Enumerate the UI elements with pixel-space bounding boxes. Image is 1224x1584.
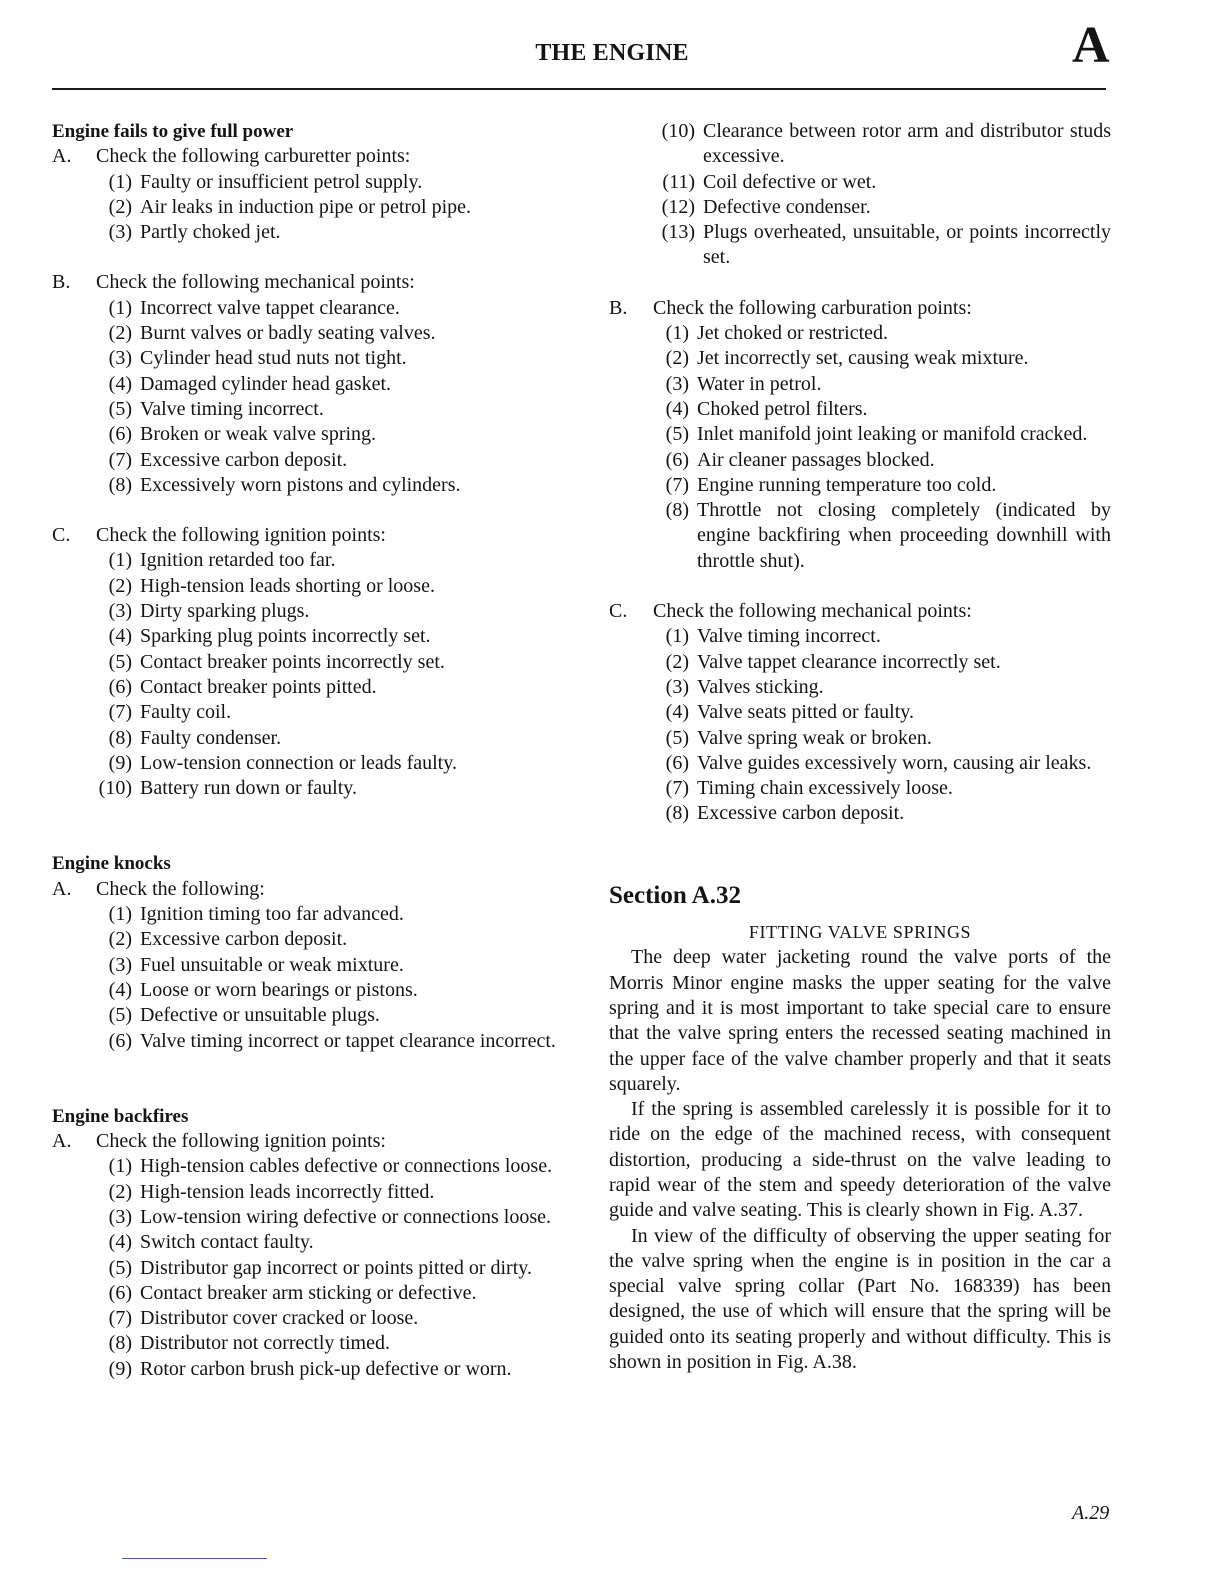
- heading-full-power: Engine fails to give full power: [52, 121, 294, 142]
- list-item: [96, 776, 564, 801]
- list-item: [96, 978, 564, 1003]
- list-item: [96, 1357, 564, 1382]
- item-number: (13): [661, 221, 695, 244]
- section-intro: Check the following mechanical points:: [96, 271, 415, 294]
- item-text: Distributor gap incorrect or points pitted or dirty.: [140, 1256, 532, 1279]
- item-number: (1): [108, 296, 132, 319]
- item-text: Switch contact faulty.: [140, 1231, 314, 1254]
- item-text: Ignition timing too far advanced.: [140, 903, 404, 926]
- list-item: [96, 751, 564, 776]
- item-text: Excessively worn pistons and cylinders.: [140, 473, 461, 496]
- item-number: (3): [665, 372, 689, 395]
- item-text: Air cleaner passages blocked.: [697, 448, 935, 471]
- item-number: (4): [108, 372, 132, 395]
- item-text: Low-tension connection or leads faulty.: [140, 751, 457, 774]
- item-number: (1): [665, 625, 689, 648]
- item-number: (10): [661, 120, 695, 142]
- item-text: Valve tappet clearance incorrectly set.: [697, 650, 1001, 673]
- header-divider: [52, 88, 1106, 90]
- item-text: Defective or unsuitable plugs.: [140, 1004, 380, 1027]
- list-item: [96, 1256, 564, 1281]
- item-number: (3): [108, 600, 132, 623]
- item-text: Partly choked jet.: [140, 221, 281, 244]
- list-item: [96, 372, 564, 397]
- list-item: [96, 548, 564, 573]
- item-text: Faulty or insufficient petrol supply.: [140, 170, 423, 193]
- section-letter: C.: [52, 524, 71, 547]
- section-intro: Check the following carburation points:: [653, 296, 972, 319]
- item-number: (5): [665, 726, 689, 749]
- list-item: [653, 675, 1111, 700]
- item-number: (9): [108, 1357, 132, 1380]
- item-number: (5): [665, 423, 689, 446]
- item-text: Valve timing incorrect.: [140, 397, 324, 420]
- item-text: Choked petrol filters.: [697, 397, 868, 420]
- item-number: (1): [108, 170, 132, 193]
- list-item: [653, 195, 1111, 220]
- section-letter: A.: [52, 1130, 72, 1153]
- item-text: Damaged cylinder head gasket.: [140, 372, 392, 395]
- list-item: [96, 296, 564, 321]
- item-number: (6): [108, 423, 132, 446]
- item-text: Jet choked or restricted.: [697, 322, 889, 345]
- list-item: [653, 498, 1111, 574]
- section-subtitle: FITTING VALVE SPRINGS: [748, 922, 972, 943]
- item-number: (2): [108, 195, 132, 218]
- item-number: (7): [108, 448, 132, 471]
- item-text: High-tension cables defective or connections loose.: [140, 1155, 553, 1178]
- item-text: Engine running temperature too cold.: [697, 473, 997, 496]
- section-intro: Check the following mechanical points:: [653, 600, 972, 623]
- list-item: [653, 473, 1111, 498]
- item-number: (4): [665, 397, 689, 420]
- item-number: (1): [108, 903, 132, 926]
- item-number: (7): [108, 701, 132, 724]
- item-number: (4): [665, 701, 689, 724]
- section-a: [52, 144, 564, 169]
- list-item: [653, 422, 1111, 447]
- section-intro: Check the following ignition points:: [96, 1130, 386, 1153]
- list-item: [96, 1331, 564, 1356]
- item-text: Valves sticking.: [697, 675, 824, 698]
- section-intro: Check the following carburetter points:: [96, 145, 411, 168]
- list-item: [653, 700, 1111, 725]
- item-number: (7): [108, 1307, 132, 1330]
- section-letter: C.: [609, 600, 628, 623]
- list-item: [96, 220, 564, 245]
- item-text: Burnt valves or badly seating valves.: [140, 322, 436, 345]
- item-text: Water in petrol.: [697, 372, 822, 395]
- left-column: [52, 119, 564, 1382]
- item-number: (6): [108, 675, 132, 698]
- item-text: Ignition retarded too far.: [140, 549, 336, 572]
- list-item: [653, 119, 1111, 170]
- section-letter: A.: [52, 877, 72, 900]
- item-text: Rotor carbon brush pick-up defective or worn.: [140, 1357, 512, 1380]
- list-item: [96, 599, 564, 624]
- chapter-letter: A: [1072, 17, 1110, 74]
- list-item: [96, 422, 564, 447]
- item-number: (2): [665, 347, 689, 370]
- item-text: Valve timing incorrect or tappet clearance incorrect.: [140, 1029, 556, 1052]
- section-title: Section A.32: [609, 881, 741, 909]
- list-item: [653, 321, 1111, 346]
- list-item: [653, 170, 1111, 195]
- item-number: (3): [108, 1205, 132, 1228]
- list-item: [653, 220, 1111, 271]
- section-a: [52, 1129, 564, 1154]
- section-b: [609, 296, 1111, 321]
- item-number: (5): [108, 1004, 132, 1027]
- item-number: (6): [665, 751, 689, 774]
- item-number: (8): [665, 499, 689, 522]
- section-intro: Check the following:: [96, 877, 265, 900]
- list-item: [653, 776, 1111, 801]
- item-number: (6): [108, 1281, 132, 1304]
- list-item: [653, 650, 1111, 675]
- item-number: (7): [665, 473, 689, 496]
- heading-backfires: Engine backfires: [52, 1105, 189, 1127]
- item-text: Excessive carbon deposit.: [697, 802, 905, 825]
- item-text: Faulty condenser.: [140, 726, 282, 749]
- item-text: Inlet manifold joint leaking or manifold cracked.: [697, 423, 1088, 446]
- item-text: Valve timing incorrect.: [697, 625, 881, 648]
- list-item: [96, 1230, 564, 1255]
- item-number: (11): [662, 170, 695, 193]
- item-text: Valve guides excessively worn, causing air leaks.: [697, 751, 1092, 774]
- right-column: [609, 119, 1111, 1375]
- item-number: (6): [108, 1029, 132, 1052]
- paragraph: In view of the difficulty of observing the upper seating for the valve spring when the engine is in position in the car a special valve spring collar (Part No. 168339) has been designed, the use of which will ensure that the spring will be guided onto its seating properly and without difficulty. This is shown in position in Fig. A.38.: [609, 1224, 1111, 1374]
- item-text: Throttle not closing completely (indicated by engine backfiring when proceeding downhill with throttle shut).: [697, 499, 1111, 572]
- list-item: [96, 953, 564, 978]
- item-number: (5): [108, 397, 132, 420]
- page-header-title: THE ENGINE: [535, 40, 689, 66]
- list-item: [96, 473, 564, 498]
- item-text: Dirty sparking plugs.: [140, 600, 310, 623]
- item-number: (2): [108, 574, 132, 597]
- item-text: Valve seats pitted or faulty.: [697, 701, 914, 724]
- list-item: [96, 700, 564, 725]
- item-number: (8): [108, 473, 132, 496]
- item-text: Air leaks in induction pipe or petrol pipe.: [140, 195, 472, 218]
- list-item: [653, 448, 1111, 473]
- list-item: [653, 346, 1111, 371]
- item-number: (6): [665, 448, 689, 471]
- item-number: (4): [108, 1231, 132, 1254]
- list-item: [96, 448, 564, 473]
- section-c: [52, 523, 564, 548]
- list-item: [96, 1281, 564, 1306]
- item-text: Contact breaker points incorrectly set.: [140, 650, 445, 673]
- item-text: Excessive carbon deposit.: [140, 928, 348, 951]
- list-item: [96, 346, 564, 371]
- list-item: [653, 372, 1111, 397]
- list-item: [96, 624, 564, 649]
- list-item: [653, 624, 1111, 649]
- item-text: Valve spring weak or broken.: [697, 726, 932, 749]
- section-letter: B.: [52, 271, 71, 294]
- item-number: (1): [108, 549, 132, 572]
- item-number: (8): [108, 1332, 132, 1355]
- section-intro: Check the following ignition points:: [96, 524, 386, 547]
- item-text: Incorrect valve tappet clearance.: [140, 296, 400, 319]
- item-text: Distributor not correctly timed.: [140, 1332, 390, 1355]
- item-text: Faulty coil.: [140, 701, 232, 724]
- section-letter: A.: [52, 145, 72, 168]
- list-item: [96, 321, 564, 346]
- list-item: [96, 1205, 564, 1230]
- item-text: High-tension leads incorrectly fitted.: [140, 1180, 435, 1203]
- list-item: [96, 1306, 564, 1331]
- item-number: (12): [661, 195, 695, 218]
- item-text: Contact breaker points pitted.: [140, 675, 377, 698]
- item-text: Coil defective or wet.: [703, 170, 877, 193]
- item-number: (3): [108, 221, 132, 244]
- list-item: [96, 927, 564, 952]
- item-text: Plugs overheated, unsuitable, or points incorrectly set.: [703, 221, 1111, 269]
- item-text: Low-tension wiring defective or connections loose.: [140, 1205, 551, 1228]
- item-text: Distributor cover cracked or loose.: [140, 1307, 419, 1330]
- item-text: High-tension leads shorting or loose.: [140, 574, 435, 597]
- item-number: (5): [108, 1256, 132, 1279]
- item-number: (10): [98, 777, 132, 800]
- item-text: Fuel unsuitable or weak mixture.: [140, 953, 404, 976]
- item-text: Battery run down or faulty.: [140, 777, 357, 800]
- heading-knocks: Engine knocks: [52, 853, 171, 875]
- item-text: Contact breaker arm sticking or defective.: [140, 1281, 477, 1304]
- item-number: (8): [108, 726, 132, 749]
- section-letter: B.: [609, 296, 628, 319]
- item-number: (2): [108, 322, 132, 345]
- item-number: (1): [108, 1155, 132, 1178]
- list-item: [96, 170, 564, 195]
- item-text: Jet incorrectly set, causing weak mixture.: [697, 347, 1029, 370]
- page-number: A.29: [1072, 1502, 1110, 1524]
- list-item: [96, 675, 564, 700]
- list-item: [96, 397, 564, 422]
- item-number: (7): [665, 777, 689, 800]
- item-number: (3): [108, 953, 132, 976]
- item-number: (3): [108, 347, 132, 370]
- item-number: (3): [665, 675, 689, 698]
- item-text: Defective condenser.: [703, 195, 871, 218]
- section-c: [609, 599, 1111, 624]
- list-item: [653, 726, 1111, 751]
- footer-rule: [122, 1558, 267, 1559]
- item-number: (2): [108, 928, 132, 951]
- list-item: [96, 1029, 564, 1054]
- list-item: [653, 751, 1111, 776]
- item-text: Timing chain excessively loose.: [697, 777, 953, 800]
- item-number: (4): [108, 625, 132, 648]
- list-item: [653, 801, 1111, 826]
- list-item: [96, 195, 564, 220]
- list-item: [96, 902, 564, 927]
- paragraph: If the spring is assembled carelessly it is possible for it to ride on the edge of the machined recess, with consequent distortion, producing a side-thrust on the valve leading to rapid wear of the stem and speedy deterioration of the valve guide and valve seating. This is clearly shown in Fig. A.37.: [609, 1098, 1111, 1222]
- list-item: [96, 574, 564, 599]
- list-item: [96, 1003, 564, 1028]
- item-number: (1): [665, 322, 689, 345]
- list-item: [96, 1154, 564, 1179]
- paragraph: The deep water jacketing round the valve ports of the Morris Minor engine masks the upper seating for the valve spring and it is most important to take special care to ensure that the valve spring enters the recessed seating machined in the upper face of the valve chamber properly and that it seats squarely.: [609, 946, 1111, 1095]
- item-number: (9): [108, 751, 132, 774]
- item-text: Loose or worn bearings or pistons.: [140, 978, 418, 1001]
- item-text: Sparking plug points incorrectly set.: [140, 625, 431, 648]
- item-number: (4): [108, 978, 132, 1001]
- list-item: [96, 726, 564, 751]
- list-item: [96, 1180, 564, 1205]
- item-text: Cylinder head stud nuts not tight.: [140, 347, 407, 370]
- list-item: [96, 650, 564, 675]
- section-b: [52, 270, 564, 295]
- section-a: [52, 877, 564, 902]
- item-number: (8): [665, 802, 689, 825]
- item-text: Excessive carbon deposit.: [140, 448, 348, 471]
- item-text: Broken or weak valve spring.: [140, 423, 377, 446]
- item-number: (2): [665, 650, 689, 673]
- item-text: Clearance between rotor arm and distributor studs excessive.: [703, 120, 1111, 168]
- list-item: [653, 397, 1111, 422]
- item-number: (5): [108, 650, 132, 673]
- item-number: (2): [108, 1180, 132, 1203]
